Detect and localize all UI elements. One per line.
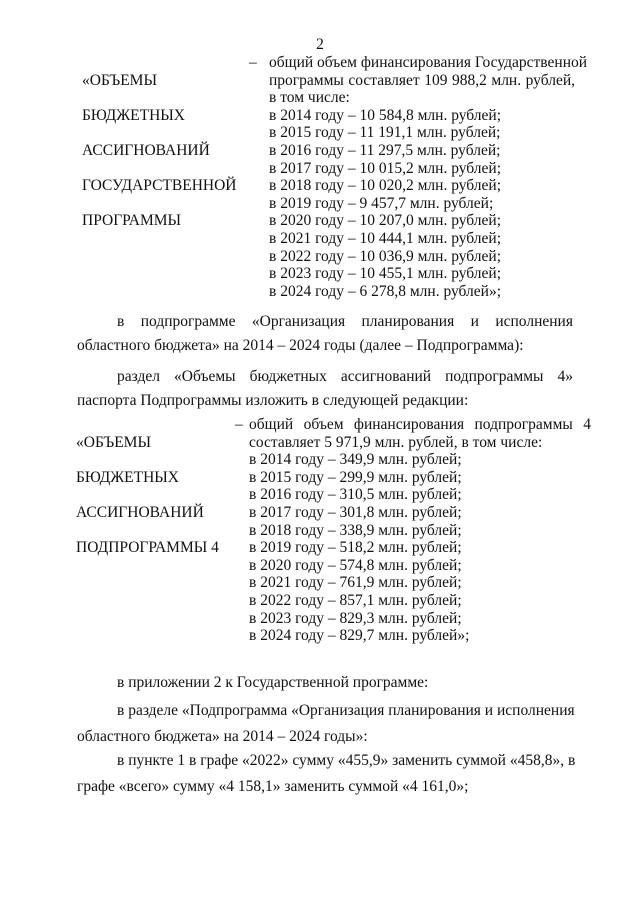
label-line: ПРОГРАММЫ xyxy=(82,212,182,230)
paragraph-line: в разделе «Подпрограмма «Организация планирования и исполнения xyxy=(117,702,575,719)
intro-line: программы составляет 109 988,2 млн. рублей, xyxy=(269,71,575,89)
label-line: «ОБЪЕМЫ xyxy=(76,433,151,451)
paragraph-subprogram xyxy=(77,313,573,354)
year-amount: в 2016 году – 310,5 млн. рублей; xyxy=(249,486,462,504)
year-amount: в 2017 году – 10 015,2 млн. рублей; xyxy=(269,159,502,177)
label-line: БЮДЖЕТНЫХ xyxy=(76,468,179,486)
paragraph-line: областного бюджета» на 2014 – 2024 годы (далее – Подпрограмма): xyxy=(77,336,524,354)
word: 4 xyxy=(583,416,591,433)
year-amount: в 2014 году – 10 584,8 млн. рублей; xyxy=(269,106,502,124)
year-amount: в 2018 году – 10 020,2 млн. рублей; xyxy=(269,177,502,195)
year-amount: в 2024 году – 829,7 млн. рублей»; xyxy=(249,627,470,645)
year-amount: в 2023 году – 10 455,1 млн. рублей; xyxy=(269,265,502,283)
paragraph-section-subprogram xyxy=(77,702,573,745)
label-line: ГОСУДАРСТВЕННОЙ xyxy=(82,177,237,195)
intro-line: в том числе: xyxy=(269,89,350,107)
paragraph-line: паспорта Подпрограммы изложить в следующей редакции: xyxy=(77,391,469,409)
separator-dash: – xyxy=(235,416,243,433)
word: финансирования xyxy=(353,416,465,433)
year-amount: в 2015 году – 299,9 млн. рублей; xyxy=(249,468,462,486)
paragraph-item-1 xyxy=(77,752,576,795)
word: объем xyxy=(303,416,344,433)
program-funding-values xyxy=(269,54,588,300)
subprogram-funding-values xyxy=(249,416,591,645)
label-line: АССИГНОВАНИЙ xyxy=(76,503,204,521)
year-amount: в 2024 году – 6 278,8 млн. рублей»; xyxy=(269,282,502,300)
word: подпрограммы xyxy=(445,368,544,385)
word: бюджетных xyxy=(249,368,327,385)
word: общий xyxy=(249,416,294,433)
word: «Организация xyxy=(251,313,346,330)
subprogram-funding-label xyxy=(76,416,219,574)
year-amount: в 2022 году – 857,1 млн. рублей; xyxy=(249,591,462,609)
word: подпрограммы xyxy=(474,416,573,433)
intro-line: общий объем финансирования Государственной xyxy=(269,54,588,71)
label-line: АССИГНОВАНИЙ xyxy=(82,141,210,159)
word: ассигнований xyxy=(340,368,432,385)
word: исполнения xyxy=(495,313,573,330)
label-line: ПОДПРОГРАММЫ 4 xyxy=(76,539,219,557)
year-amount: в 2014 году – 349,9 млн. рублей; xyxy=(249,451,462,469)
word: планирования xyxy=(361,313,455,330)
paragraph-section xyxy=(77,368,573,409)
program-funding-block xyxy=(82,54,588,304)
word: подпрограмме xyxy=(140,313,236,330)
year-amount: в 2015 году – 11 191,1 млн. рублей; xyxy=(269,124,501,142)
label-line: БЮДЖЕТНЫХ xyxy=(82,106,185,124)
year-amount: в 2023 году – 829,3 млн. рублей; xyxy=(249,609,462,627)
intro-line: составляет 5 971,9 млн. рублей, в том числе: xyxy=(249,433,543,451)
intro-line xyxy=(249,416,591,434)
year-amount: в 2020 году – 10 207,0 млн. рублей; xyxy=(269,212,502,230)
year-amount: в 2021 году – 10 444,1 млн. рублей; xyxy=(269,229,502,247)
paragraph-line: в приложении 2 к Государственной программе: xyxy=(117,674,429,691)
label-line: «ОБЪЕМЫ xyxy=(82,71,157,89)
paragraph-line xyxy=(77,368,573,386)
paragraph-line: в пункте 1 в графе «2022» сумму «455,9» заменить суммой «458,8», в xyxy=(117,752,576,769)
word: и xyxy=(470,313,479,330)
paragraph-appendix xyxy=(117,674,577,692)
year-amount: в 2018 году – 338,9 млн. рублей; xyxy=(249,521,462,539)
year-amount: в 2016 году – 11 297,5 млн. рублей; xyxy=(269,141,501,159)
word: раздел xyxy=(117,368,160,385)
word: «Объемы xyxy=(174,368,236,385)
page-number: 2 xyxy=(316,36,324,53)
year-amount: в 2019 году – 9 457,7 млн. рублей; xyxy=(269,194,494,212)
year-amount: в 2022 году – 10 036,9 млн. рублей; xyxy=(269,247,502,265)
word: в xyxy=(117,313,125,330)
word: 4» xyxy=(557,368,573,385)
year-amount: в 2019 году – 518,2 млн. рублей; xyxy=(249,539,462,557)
year-amount: в 2017 году – 301,8 млн. рублей; xyxy=(249,503,462,521)
paragraph-line: областного бюджета» на 2014 – 2024 годы»: xyxy=(77,727,368,745)
year-amount: в 2020 году – 574,8 млн. рублей; xyxy=(249,556,462,574)
paragraph-line xyxy=(77,313,573,331)
program-funding-label xyxy=(82,54,236,248)
year-amount: в 2021 году – 761,9 млн. рублей; xyxy=(249,574,462,592)
separator-dash: – xyxy=(249,54,257,71)
paragraph-line: графе «всего» сумму «4 158,1» заменить суммой «4 161,0»; xyxy=(77,777,469,795)
subprogram-funding-block xyxy=(76,416,596,666)
